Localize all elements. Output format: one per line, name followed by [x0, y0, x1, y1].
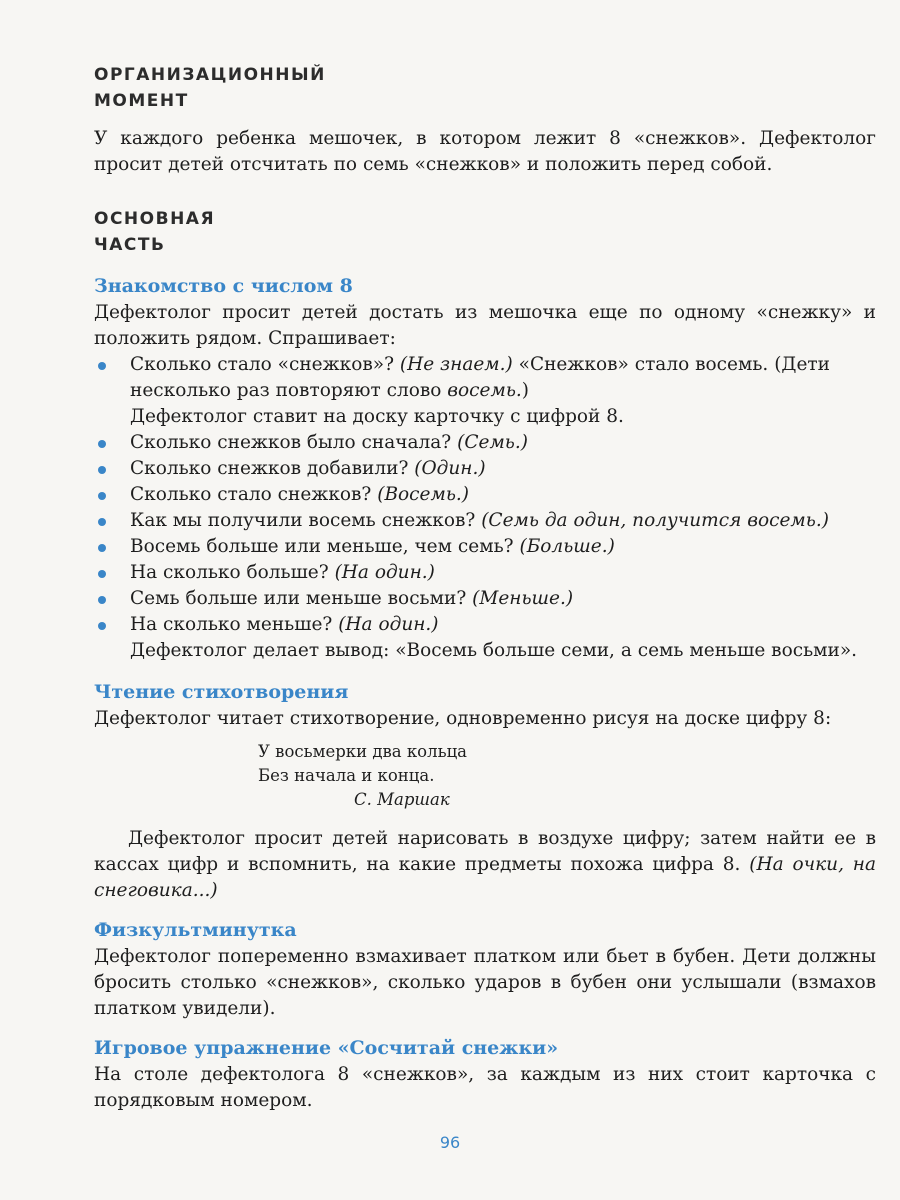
answer-text: (Больше.) — [519, 536, 615, 557]
question-text: ) — [521, 380, 529, 401]
answer-text: (Семь.) — [457, 432, 528, 453]
org-paragraph: У каждого ребенка мешочек, в котором лежит 8 «снежков». Дефектолог просит детей отсчитать по семь «снежков» и положить перед собой. — [94, 128, 876, 175]
physical-paragraph: Дефектолог попеременно взмахивает платком или бьет в бубен. Дети должны бросить столько «снежков», сколько ударов в бубен они услышали (взмахов платком увидели). — [94, 946, 876, 1019]
poem — [94, 740, 876, 812]
org-label-line2: МОМЕНТ — [94, 91, 189, 111]
question-text: Сколько стало снежков? — [130, 484, 378, 505]
answer-text: (На один.) — [338, 614, 439, 635]
teacher-note: Дефектолог ставит на доску карточку с цифрой 8. — [130, 406, 624, 427]
answer-text: (Семь да один, получится восемь.) — [481, 510, 829, 531]
bullet-icon — [98, 544, 106, 552]
question-text: Сколько стало «снежков»? — [130, 354, 400, 375]
question-list — [94, 352, 876, 404]
reading-paragraph — [94, 826, 876, 904]
question-text: Семь больше или меньше восьми? — [130, 588, 473, 609]
answer-text: (Один.) — [414, 458, 486, 479]
question-list — [94, 430, 876, 638]
acquaintance-intro: Дефектолог просит детей достать из мешочка еще по одному «снежку» и положить рядом. Спрашивает: — [94, 302, 876, 349]
teacher-conclusion: Дефектолог делает вывод: «Восемь больше семи, а семь меньше восьми». — [130, 640, 858, 661]
page-number: 96 — [439, 1133, 461, 1152]
question-text: На сколько больше? — [130, 562, 335, 583]
list-item — [94, 560, 876, 586]
bullet-icon — [98, 596, 106, 604]
reading-heading: Чтение стихотворения — [94, 681, 349, 703]
question-text: Восемь больше или меньше, чем семь? — [130, 536, 520, 557]
org-label-line1: ОРГАНИЗАЦИОННЫЙ — [94, 65, 326, 85]
list-item — [94, 482, 876, 508]
list-item — [94, 352, 876, 404]
bullet-icon — [98, 492, 106, 500]
answer-text: (Не знаем.) — [399, 354, 513, 375]
acquaintance-heading: Знакомство с числом 8 — [94, 275, 353, 297]
list-item — [94, 612, 876, 638]
list-item — [94, 508, 876, 534]
question-text: Сколько снежков добавили? — [130, 458, 415, 479]
reading-text: Дефектолог просит детей нарисовать в воздухе цифру; затем найти ее в кассах цифр и вспомнить, на какие предметы похожа цифра 8. — [94, 828, 876, 875]
list-item — [94, 430, 876, 456]
question-text: Как мы получили восемь снежков? — [130, 510, 482, 531]
bullet-icon — [98, 622, 106, 630]
poem-author: С. Маршак — [354, 790, 450, 809]
question-text: «Снежков» стало восемь. (Дети несколько раз повторяют слово — [130, 354, 830, 401]
game-paragraph: На столе дефектолога 8 «снежков», за каждым из них стоит карточка с порядковым номером. — [94, 1064, 876, 1111]
main-section-label — [94, 206, 876, 258]
game-heading: Игровое упражнение «Сосчитай снежки» — [94, 1037, 559, 1059]
question-text: На сколько меньше? — [130, 614, 339, 635]
answer-text: (На один.) — [334, 562, 435, 583]
answer-text: (Меньше.) — [472, 588, 574, 609]
bullet-icon — [98, 466, 106, 474]
reading-intro: Дефектолог читает стихотворение, одновременно рисуя на доске цифру 8: — [94, 708, 832, 729]
main-label-line2: ЧАСТЬ — [94, 235, 166, 255]
list-item — [94, 456, 876, 482]
list-item — [94, 586, 876, 612]
bullet-icon — [98, 362, 106, 370]
poem-line: Без начала и конца. — [258, 766, 435, 785]
list-item — [94, 534, 876, 560]
poem-line: У восьмерки два кольца — [258, 742, 468, 761]
page-content — [94, 62, 876, 1114]
physical-heading: Физкультминутка — [94, 919, 297, 941]
bullet-icon — [98, 440, 106, 448]
question-text: Сколько снежков было сначала? — [130, 432, 458, 453]
bullet-icon — [98, 570, 106, 578]
answer-text: (На очки, на снеговика...) — [94, 854, 876, 901]
org-section-label — [94, 62, 876, 114]
main-label-line1: ОСНОВНАЯ — [94, 209, 216, 229]
answer-text: (Восемь.) — [377, 484, 470, 505]
answer-text: восемь. — [447, 380, 522, 401]
bullet-icon — [98, 518, 106, 526]
